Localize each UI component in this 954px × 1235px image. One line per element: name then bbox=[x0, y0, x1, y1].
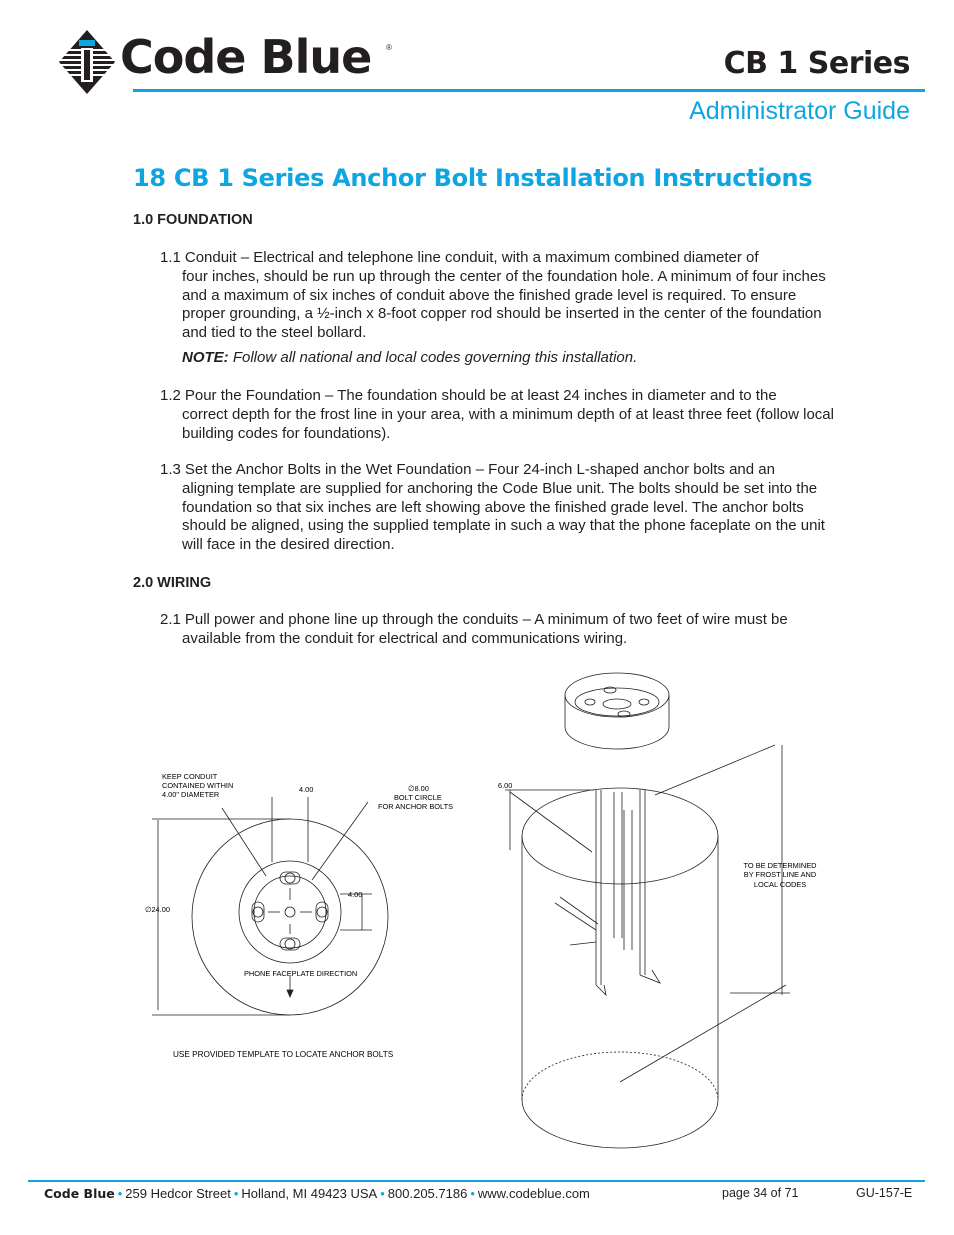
note bbox=[182, 349, 637, 366]
center-conduit bbox=[285, 907, 295, 917]
paragraph-number: 2.1 bbox=[160, 611, 181, 628]
paragraph-1-3 bbox=[160, 461, 840, 555]
keep-conduit-line-1: KEEP CONDUIT bbox=[162, 772, 218, 781]
document-id: GU-157-E bbox=[856, 1186, 913, 1200]
anchor-bolt-drawing bbox=[0, 650, 954, 1150]
paragraph-number: 1.1 bbox=[160, 249, 181, 266]
bolt-circle-line-3: FOR ANCHOR BOLTS bbox=[378, 802, 454, 811]
footer-phone: 800.205.7186 bbox=[387, 1186, 468, 1201]
footer-rule bbox=[28, 1180, 925, 1182]
keep-conduit-line-3: 4.00" DIAMETER bbox=[162, 790, 220, 799]
bolt-circle-line-2: BOLT CIRCLE bbox=[394, 793, 442, 802]
paragraph-1-1 bbox=[160, 249, 840, 343]
foundation-heading: 1.0 FOUNDATION bbox=[133, 212, 253, 228]
height-dimension: 6.00 bbox=[498, 781, 513, 790]
series-title: CB 1 Series bbox=[723, 46, 910, 81]
note-text: Follow all national and local codes governing this installation. bbox=[232, 349, 638, 366]
footer-website: www.codeblue.com bbox=[477, 1186, 590, 1201]
section-title: 18 CB 1 Series Anchor Bolt Installation Instructions bbox=[133, 164, 813, 192]
paragraph-number: 1.3 bbox=[160, 461, 181, 478]
faceplate-direction-label: PHONE FACEPLATE DIRECTION bbox=[244, 969, 358, 978]
top-dimension: 4.00 bbox=[299, 785, 314, 794]
page-number: page 34 of 71 bbox=[722, 1186, 799, 1200]
registered-mark: ® bbox=[386, 43, 392, 52]
keep-conduit-line-2: CONTAINED WITHIN bbox=[162, 781, 234, 790]
template-note: USE PROVIDED TEMPLATE TO LOCATE ANCHOR BOLTS bbox=[173, 1050, 394, 1059]
paragraph-1-2 bbox=[160, 387, 840, 443]
footer-brand: Code Blue bbox=[44, 1186, 115, 1201]
paragraph-continuation: available from the conduit for electrical and communications wiring. bbox=[182, 629, 628, 647]
frost-line-1: TO BE DETERMINED bbox=[743, 861, 817, 870]
side-dimension: 4.00 bbox=[348, 890, 363, 899]
note-label: NOTE: bbox=[182, 349, 229, 366]
bolt-circle bbox=[254, 876, 326, 948]
paragraph-text: Pour the Foundation – The foundation should be at least 24 inches in diameter and to the bbox=[184, 387, 777, 404]
wiring-heading: 2.0 WIRING bbox=[133, 575, 212, 591]
paragraph-text: Set the Anchor Bolts in the Wet Foundation – Four 24-inch L-shaped anchor bolts and an bbox=[184, 461, 775, 478]
paragraph-2-1 bbox=[160, 611, 840, 649]
paragraph-continuation: aligning template are supplied for anchoring the Code Blue unit. The bolts should be set into the foundation so that six inches are left showing above the finished grade level. The anchor bolts should be aligned, using the supplied template in such a way that the phone faceplate on the unit will face in the desired direction. bbox=[182, 479, 825, 554]
frost-line-2: BY FROST LINE AND bbox=[743, 870, 817, 879]
bolt-circle-line-1: ∅8.00 bbox=[408, 784, 429, 793]
brand-wordmark: Code Blue bbox=[120, 30, 372, 84]
footer-street: 259 Hedcor Street bbox=[125, 1186, 231, 1201]
paragraph-number: 1.2 bbox=[160, 387, 181, 404]
guide-subtitle: Administrator Guide bbox=[689, 97, 910, 125]
frost-line-3: LOCAL CODES bbox=[753, 880, 807, 889]
header-rule bbox=[133, 89, 925, 92]
paragraph-text: Conduit – Electrical and telephone line conduit, with a maximum combined diameter of bbox=[184, 249, 759, 266]
footer-address: Code Blue • 259 Hedcor Street • Holland, MI 49423 USA • 800.205.7186 • www.codeblue.com bbox=[44, 1186, 590, 1201]
footer-city: Holland, MI 49423 USA bbox=[241, 1186, 378, 1201]
paragraph-continuation: four inches, should be run up through the center of the foundation hole. A minimum of four inches and a maximum of six inches of conduit above the finished grade level is required. To ensure proper grounding, a ½-inch x 8-foot copper rod should be inserted in the center of the foundation and tied to the steel bollard. bbox=[182, 267, 826, 342]
code-blue-logo-icon bbox=[55, 28, 119, 96]
paragraph-continuation: correct depth for the frost line in your area, with a minimum depth of at least three feet (follow local building codes for foundations). bbox=[182, 405, 834, 442]
paragraph-text: Pull power and phone line up through the conduits – A minimum of two feet of wire must be bbox=[184, 611, 788, 628]
foundation-diameter: ∅24.00 bbox=[145, 905, 170, 914]
